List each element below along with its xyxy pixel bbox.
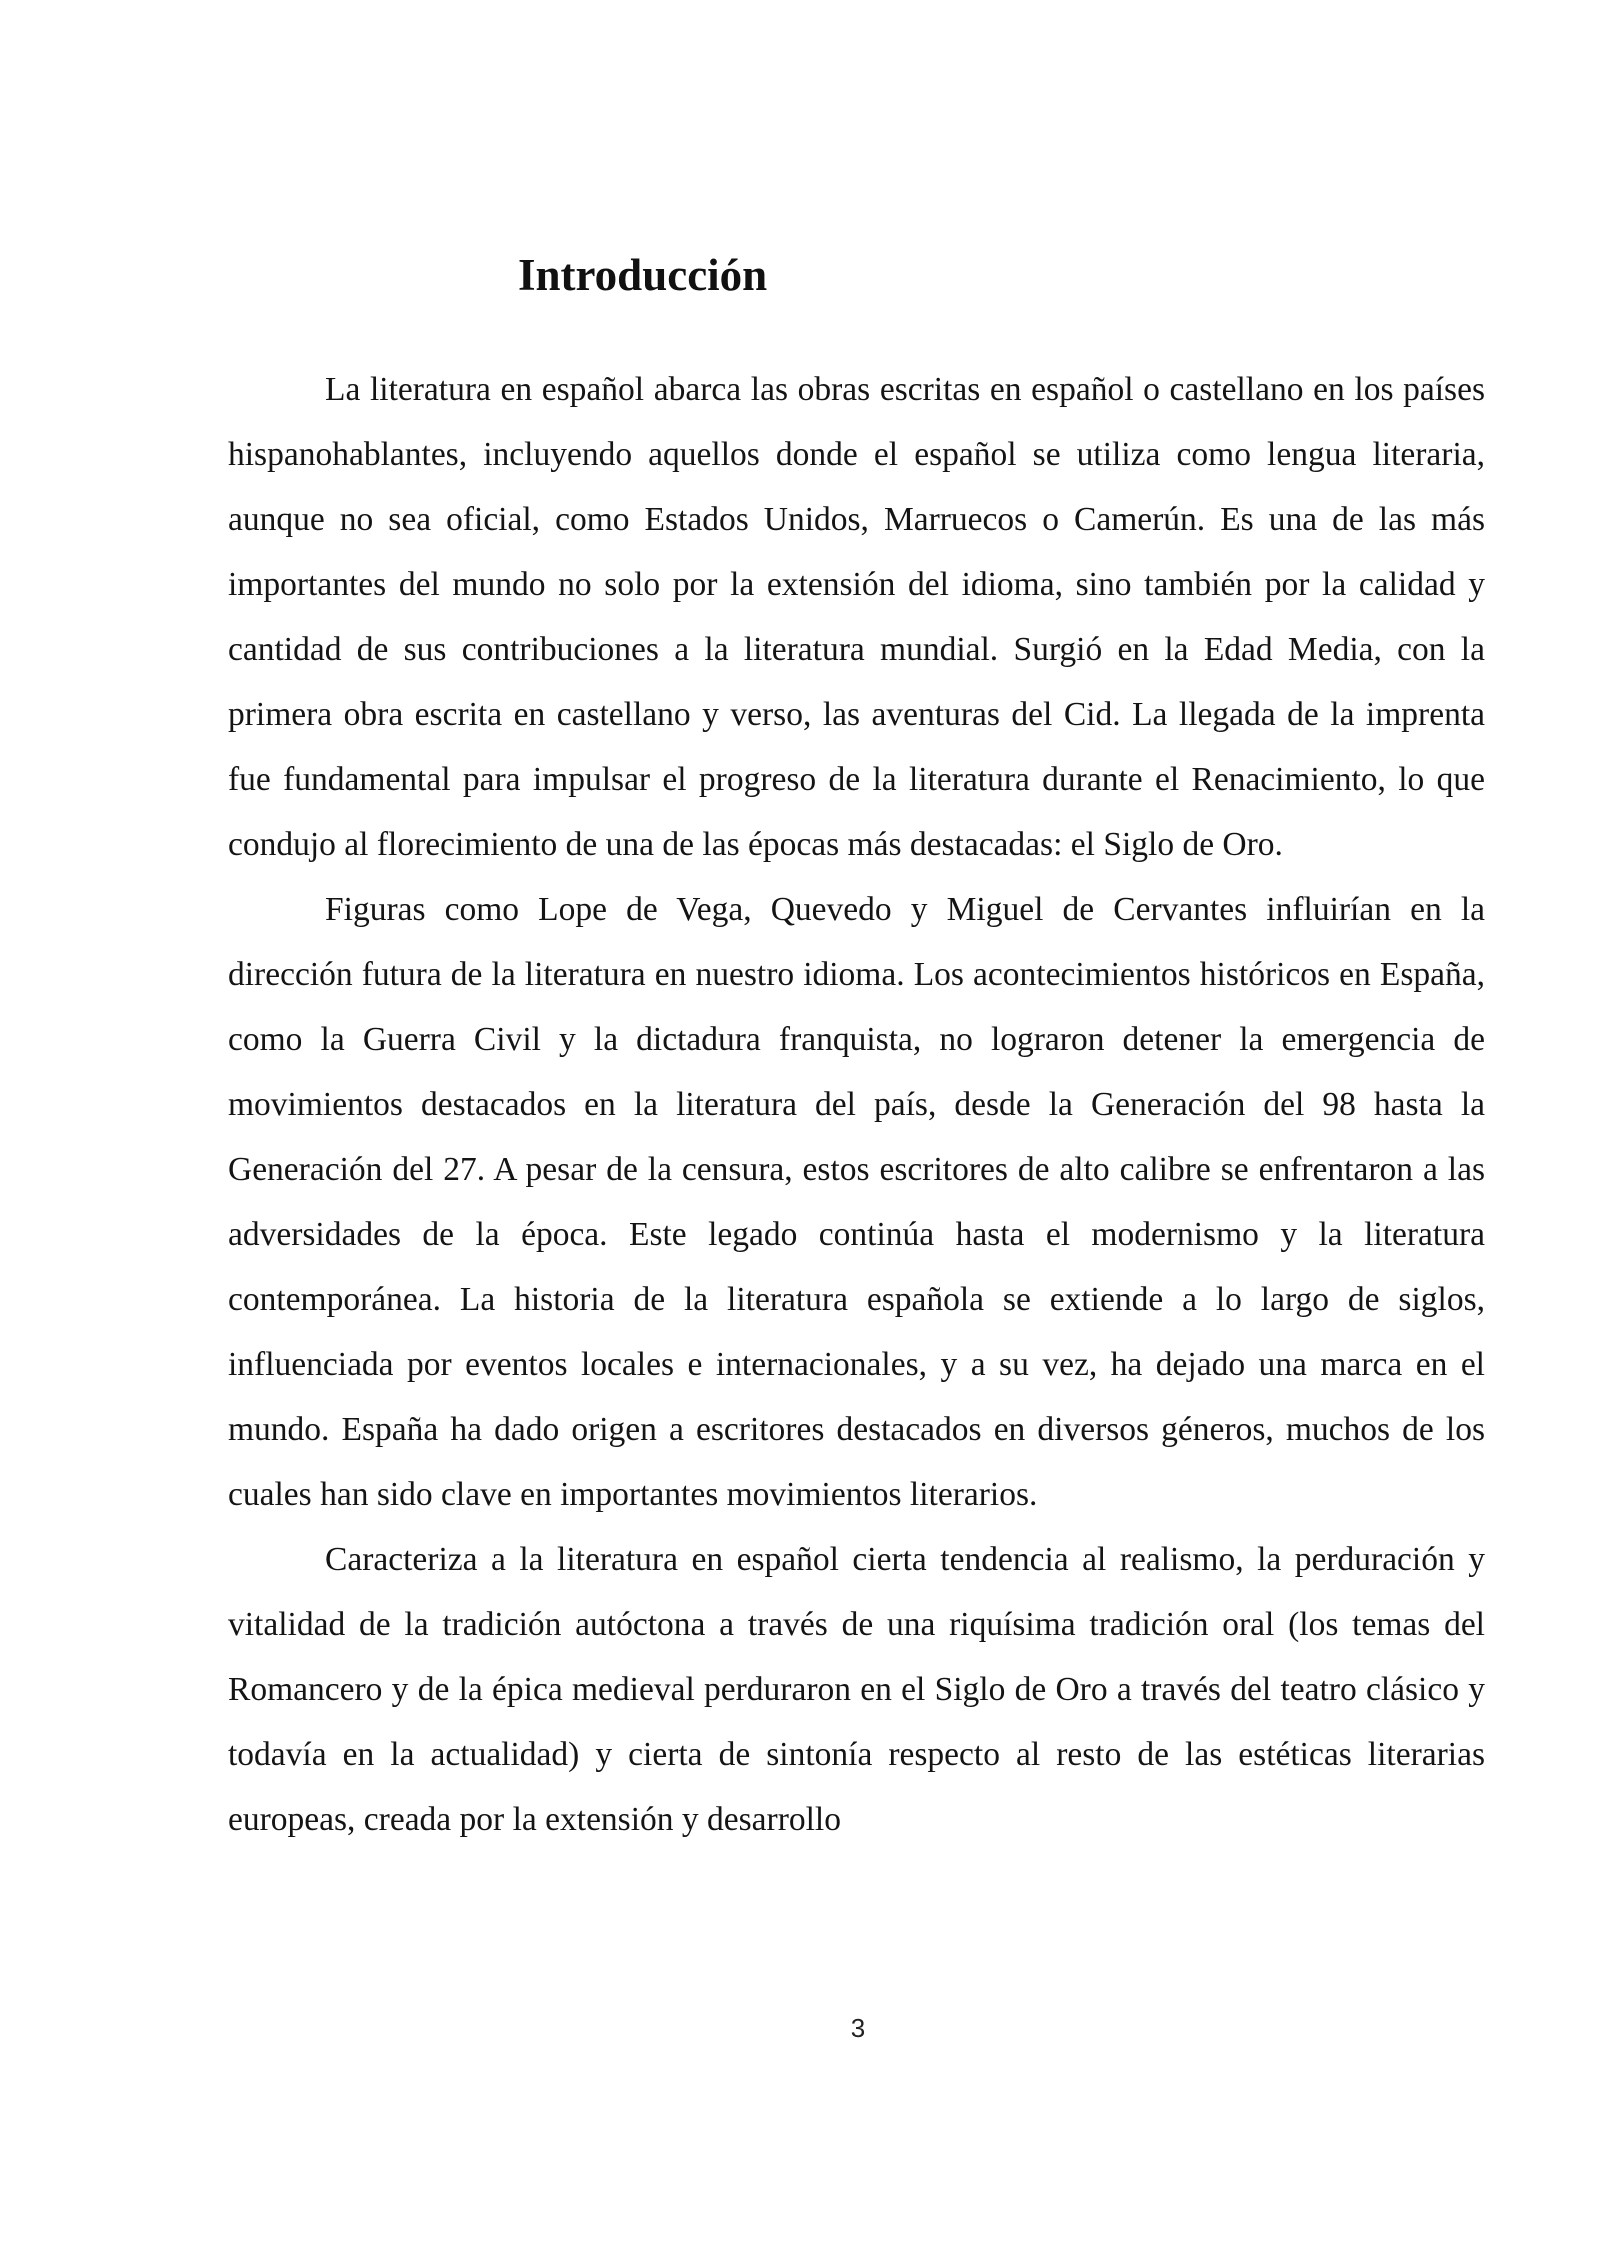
paragraph-1: La literatura en español abarca las obras escritas en español o castellano en los países hispanohablantes, incluyendo aquellos donde el español se utiliza como lengua literaria, aunque no sea oficial, como Estados Unidos, Marruecos o Camerún. Es una de las más importantes del mundo no solo por la extensión del idioma, sino también por la calidad y cantidad de sus contribuciones a la literatura mundial. Surgió en la Edad Media, con la primera obra escrita en castellano y verso, las aventuras del Cid. La llegada de la imprenta fue fundamental para impulsar el progreso de la literatura durante el Renacimiento, lo que condujo al florecimiento de una de las épocas más destacadas: el Siglo de Oro. (228, 371, 1485, 863)
paragraph-2: Figuras como Lope de Vega, Quevedo y Miguel de Cervantes influirían en la dirección futura de la literatura en nuestro idioma. Los acontecimientos históricos en España, como la Guerra Civil y la dictadura franquista, no lograron detener la emergencia de movimientos destacados en la literatura del país, desde la Generación del 98 hasta la Generación del 27. A pesar de la censura, estos escritores de alto calibre se enfrentaron a las adversidades de la época. Este legado continúa hasta el modernismo y la literatura contemporánea. La historia de la literatura española se extiende a lo largo de siglos, influenciada por eventos locales e internacionales, y a su vez, ha dejado una marca en el mundo. España ha dado origen a escritores destacados en diversos géneros, muchos de los cuales han sido clave en importantes movimientos literarios. (228, 891, 1485, 1513)
body-text (228, 357, 1485, 1852)
paragraph-3: Caracteriza a la literatura en español cierta tendencia al realismo, la perduración y vitalidad de la tradición autóctona a través de una riquísima tradición oral (los temas del Romancero y de la épica medieval perduraron en el Siglo de Oro a través del teatro clásico y todavía en la actualidad) y cierta de sintonía respecto al resto de las estéticas literarias europeas, creada por la extensión y desarrollo (228, 1541, 1485, 1838)
page-title: Introducción (518, 250, 768, 300)
page-number: 3 (850, 2013, 866, 2043)
